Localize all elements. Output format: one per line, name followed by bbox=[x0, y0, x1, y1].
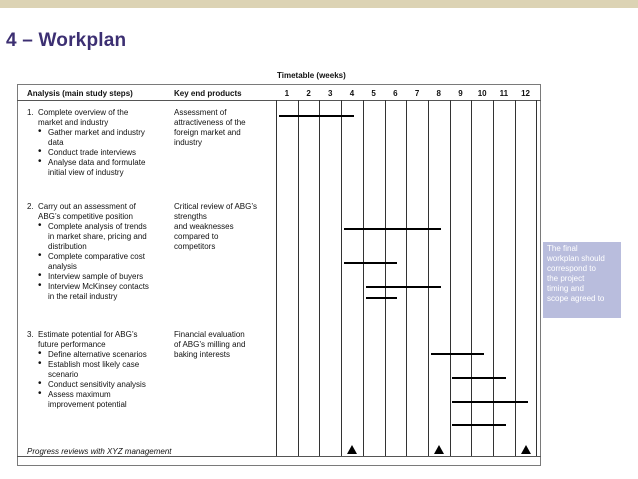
step-2 bbox=[27, 202, 149, 302]
progress-review-triangle bbox=[347, 445, 357, 454]
task-bar bbox=[452, 424, 505, 426]
footer-divider bbox=[17, 456, 541, 457]
step-1-bullet: • Conduct trade interviews bbox=[38, 146, 137, 157]
task-bar bbox=[344, 262, 397, 264]
step-1-bullet: • Gather market and industry data bbox=[38, 126, 145, 147]
week-grid-line bbox=[298, 100, 299, 456]
week-label: 2 bbox=[306, 89, 311, 98]
step-2-bullet: • Complete analysis of trends in market share, pricing and distribution bbox=[38, 220, 147, 251]
timetable-label: Timetable (weeks) bbox=[277, 71, 346, 80]
step-2-bullet: • Interview McKinsey contacts in the retail industry bbox=[38, 280, 149, 301]
step-1-title-line: market and industry bbox=[38, 118, 109, 127]
week-label: 9 bbox=[458, 89, 463, 98]
step-3-bullet: • Assess maximum improvement potential bbox=[38, 388, 127, 409]
week-grid-line bbox=[363, 100, 364, 456]
step-3-product: Financial evaluation of ABG’s milling and baking interests bbox=[174, 330, 246, 359]
week-grid-line bbox=[450, 100, 451, 456]
step-3 bbox=[27, 330, 147, 410]
products-column-header: Key end products bbox=[174, 89, 242, 98]
step-1-number: 1. bbox=[27, 108, 34, 117]
week-label: 7 bbox=[414, 89, 420, 98]
week-grid-line bbox=[385, 100, 386, 456]
week-grid-line bbox=[341, 100, 342, 456]
step-2-number: 2. bbox=[27, 202, 34, 211]
task-bar bbox=[431, 353, 484, 355]
step-3-bullet: • Conduct sensitivity analysis bbox=[38, 378, 146, 389]
step-3-title-line: Estimate potential for ABG’s bbox=[38, 330, 138, 339]
task-bar bbox=[366, 297, 398, 299]
week-grid-line bbox=[319, 100, 320, 456]
progress-review-triangle bbox=[434, 445, 444, 454]
task-bar bbox=[344, 228, 441, 230]
step-1-bullet: • Analyse data and formulate initial view of industry bbox=[38, 156, 146, 177]
week-label: 12 bbox=[521, 89, 530, 98]
step-3-bullet: • Establish most likely case scenario bbox=[38, 358, 140, 379]
week-label: 10 bbox=[477, 89, 487, 98]
step-1-title-line: Complete overview of the bbox=[38, 108, 129, 117]
page-title: 4 – Workplan bbox=[6, 30, 127, 51]
week-label: 6 bbox=[393, 89, 398, 98]
analysis-column-header: Analysis (main study steps) bbox=[27, 89, 133, 98]
side-note: The final workplan should correspond to the project timing and scope agreed to bbox=[543, 242, 621, 318]
step-3-number: 3. bbox=[27, 330, 34, 339]
week-grid-line bbox=[536, 100, 537, 456]
step-1-product: Assessment of attractiveness of the foreign market and industry bbox=[174, 108, 246, 147]
week-grid-line bbox=[406, 100, 407, 456]
step-3-bullet: • Define alternative scenarios bbox=[38, 348, 147, 359]
week-label: 4 bbox=[349, 89, 355, 98]
week-label: 5 bbox=[371, 89, 376, 98]
step-2-bullet: • Complete comparative cost analysis bbox=[38, 250, 145, 271]
step-2-bullet: • Interview sample of buyers bbox=[38, 270, 144, 281]
step-2-product: Critical review of ABG’s strengths and weaknesses compared to competitors bbox=[174, 202, 257, 251]
task-bar bbox=[452, 377, 505, 379]
task-bar bbox=[279, 115, 354, 117]
top-decorative-bar bbox=[0, 0, 638, 8]
task-bar bbox=[452, 401, 527, 403]
step-1 bbox=[27, 108, 145, 178]
week-label: 3 bbox=[328, 89, 333, 98]
week-label: 1 bbox=[284, 89, 290, 98]
week-grid-line bbox=[276, 100, 277, 456]
step-2-title-line: ABG’s competitive position bbox=[38, 212, 134, 221]
week-label: 8 bbox=[436, 89, 441, 98]
step-3-title-line: future performance bbox=[38, 340, 106, 349]
task-bar bbox=[366, 286, 441, 288]
progress-review-triangle bbox=[521, 445, 531, 454]
header-divider bbox=[17, 100, 541, 101]
week-grid-line bbox=[428, 100, 429, 456]
week-label: 11 bbox=[499, 89, 509, 98]
progress-reviews-label: Progress reviews with XYZ management bbox=[27, 447, 172, 456]
step-2-title-line: Carry out an assessment of bbox=[38, 202, 136, 211]
